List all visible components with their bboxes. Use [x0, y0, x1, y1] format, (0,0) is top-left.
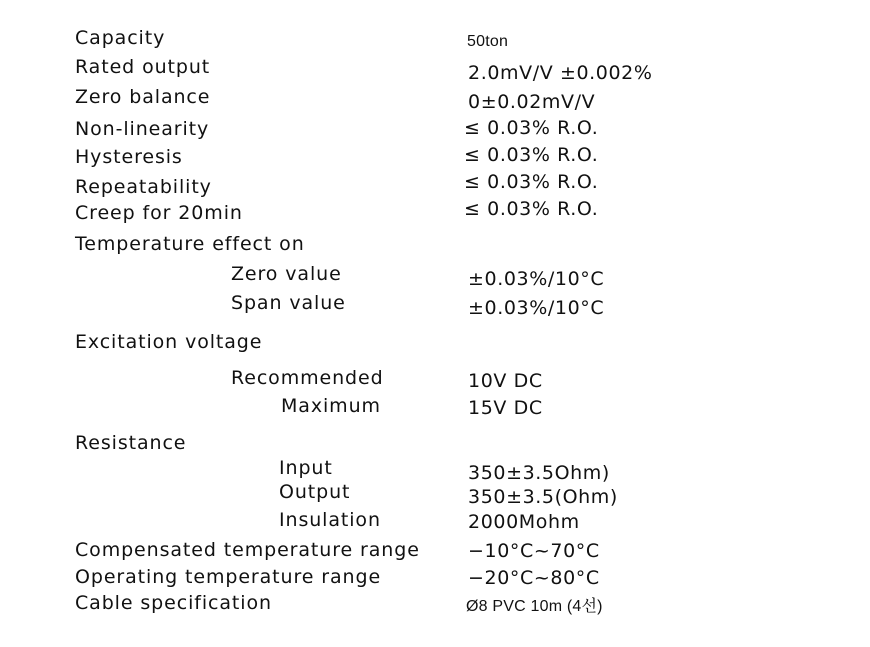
repeatability-value: ≤ 0.03% R.O.	[464, 171, 599, 193]
creep-value: ≤ 0.03% R.O.	[464, 198, 599, 220]
output-value: 350±3.5(Ohm)	[468, 486, 618, 508]
recommended-label: Recommended	[231, 367, 384, 389]
repeatability-label: Repeatability	[75, 176, 212, 198]
maximum-value: 15V DC	[468, 397, 543, 419]
creep-label: Creep for 20min	[75, 202, 243, 224]
zero-value-value: ±0.03%/10°C	[468, 268, 605, 290]
zero-balance-label: Zero balance	[75, 86, 211, 108]
rated-output-label: Rated output	[75, 56, 211, 78]
cable-value: Ø8 PVC 10m (4선)	[466, 598, 603, 615]
excitation-voltage-label: Excitation voltage	[75, 331, 263, 353]
output-label: Output	[279, 481, 351, 503]
temperature-effect-label: Temperature effect on	[75, 233, 305, 255]
rated-output-value: 2.0mV/V ±0.002%	[468, 62, 653, 84]
span-value-value: ±0.03%/10°C	[468, 297, 605, 319]
insulation-label: Insulation	[279, 509, 381, 531]
hysteresis-label: Hysteresis	[75, 146, 183, 168]
insulation-value: 2000Mohm	[468, 511, 580, 533]
operating-temp-value: −20°C~80°C	[468, 567, 600, 589]
resistance-label: Resistance	[75, 432, 187, 454]
input-label: Input	[279, 457, 333, 479]
cable-label: Cable specification	[75, 592, 272, 614]
operating-temp-label: Operating temperature range	[75, 566, 382, 588]
span-value-label: Span value	[231, 292, 346, 314]
hysteresis-value: ≤ 0.03% R.O.	[464, 144, 599, 166]
compensated-temp-value: −10°C~70°C	[468, 540, 600, 562]
recommended-value: 10V DC	[468, 370, 543, 392]
capacity-label: Capacity	[75, 27, 166, 49]
non-linearity-value: ≤ 0.03% R.O.	[464, 117, 599, 139]
non-linearity-label: Non-linearity	[75, 118, 210, 140]
maximum-label: Maximum	[281, 395, 381, 417]
compensated-temp-label: Compensated temperature range	[75, 539, 420, 561]
zero-value-label: Zero value	[231, 263, 342, 285]
capacity-value: 50ton	[467, 33, 509, 50]
input-value: 350±3.5Ohm)	[468, 462, 610, 484]
zero-balance-value: 0±0.02mV/V	[468, 91, 596, 113]
